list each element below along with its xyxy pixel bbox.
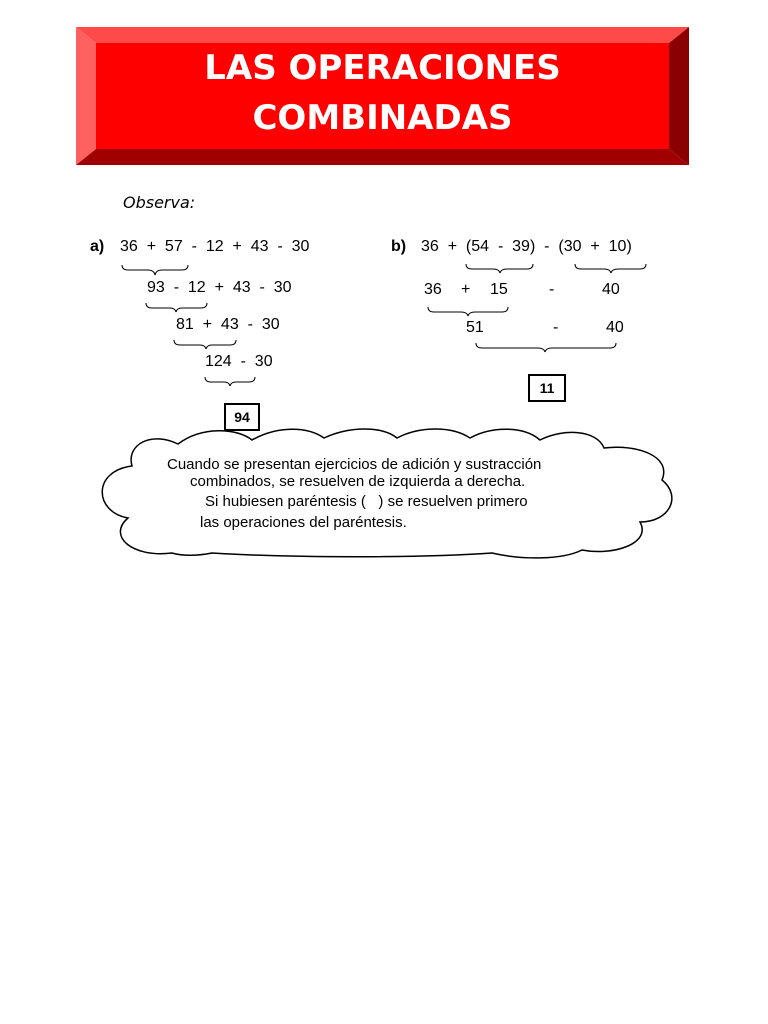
brace-a-4 — [205, 377, 255, 386]
brace-b-1 — [466, 264, 533, 273]
note-line-4: las operaciones del paréntesis. — [200, 514, 407, 531]
note-line-3: Si hubiesen paréntesis ( ) se resuelven primero — [205, 493, 528, 510]
title-line-2: COMBINADAS — [252, 98, 513, 138]
example-b-step2-left: 36 — [424, 281, 442, 298]
brace-b-4 — [476, 343, 616, 352]
example-b-step2-op: + — [461, 281, 471, 298]
example-a-step-3: 81 + 43 - 30 — [176, 316, 280, 333]
brace-b-3 — [428, 307, 508, 316]
note-line-1: Cuando se presentan ejercicios de adición y sustracción — [167, 456, 542, 473]
example-b-step2-mid: 15 — [490, 281, 508, 298]
example-a-result: 94 — [224, 403, 260, 431]
example-b-step2-right: 40 — [602, 281, 620, 298]
example-a-label: a) — [90, 238, 105, 255]
brace-b-2 — [575, 264, 646, 273]
example-b-step3-right: 40 — [606, 319, 624, 336]
example-a-step-2: 93 - 12 + 43 - 30 — [147, 279, 292, 296]
example-b-step2-op2: - — [549, 281, 555, 298]
note-line-2: combinados, se resuelven de izquierda a derecha. — [190, 473, 526, 490]
note-cloud — [92, 426, 674, 560]
brace-a-1 — [122, 265, 188, 275]
brace-a-3 — [174, 340, 236, 349]
intro-label: Observa: — [123, 193, 196, 212]
example-a-step-4: 124 - 30 — [205, 353, 273, 370]
example-a-step-1: 36 + 57 - 12 + 43 - 30 — [120, 238, 310, 255]
example-b-step3-op: - — [553, 319, 559, 336]
example-b-result: 11 — [528, 374, 566, 402]
example-b-expression: 36 + (54 - 39) - (30 + 10) — [421, 238, 632, 255]
example-b-label: b) — [391, 238, 407, 255]
brace-a-2 — [146, 303, 207, 312]
title-line-1: LAS OPERACIONES — [204, 48, 561, 88]
example-b-step3-left: 51 — [466, 319, 484, 336]
